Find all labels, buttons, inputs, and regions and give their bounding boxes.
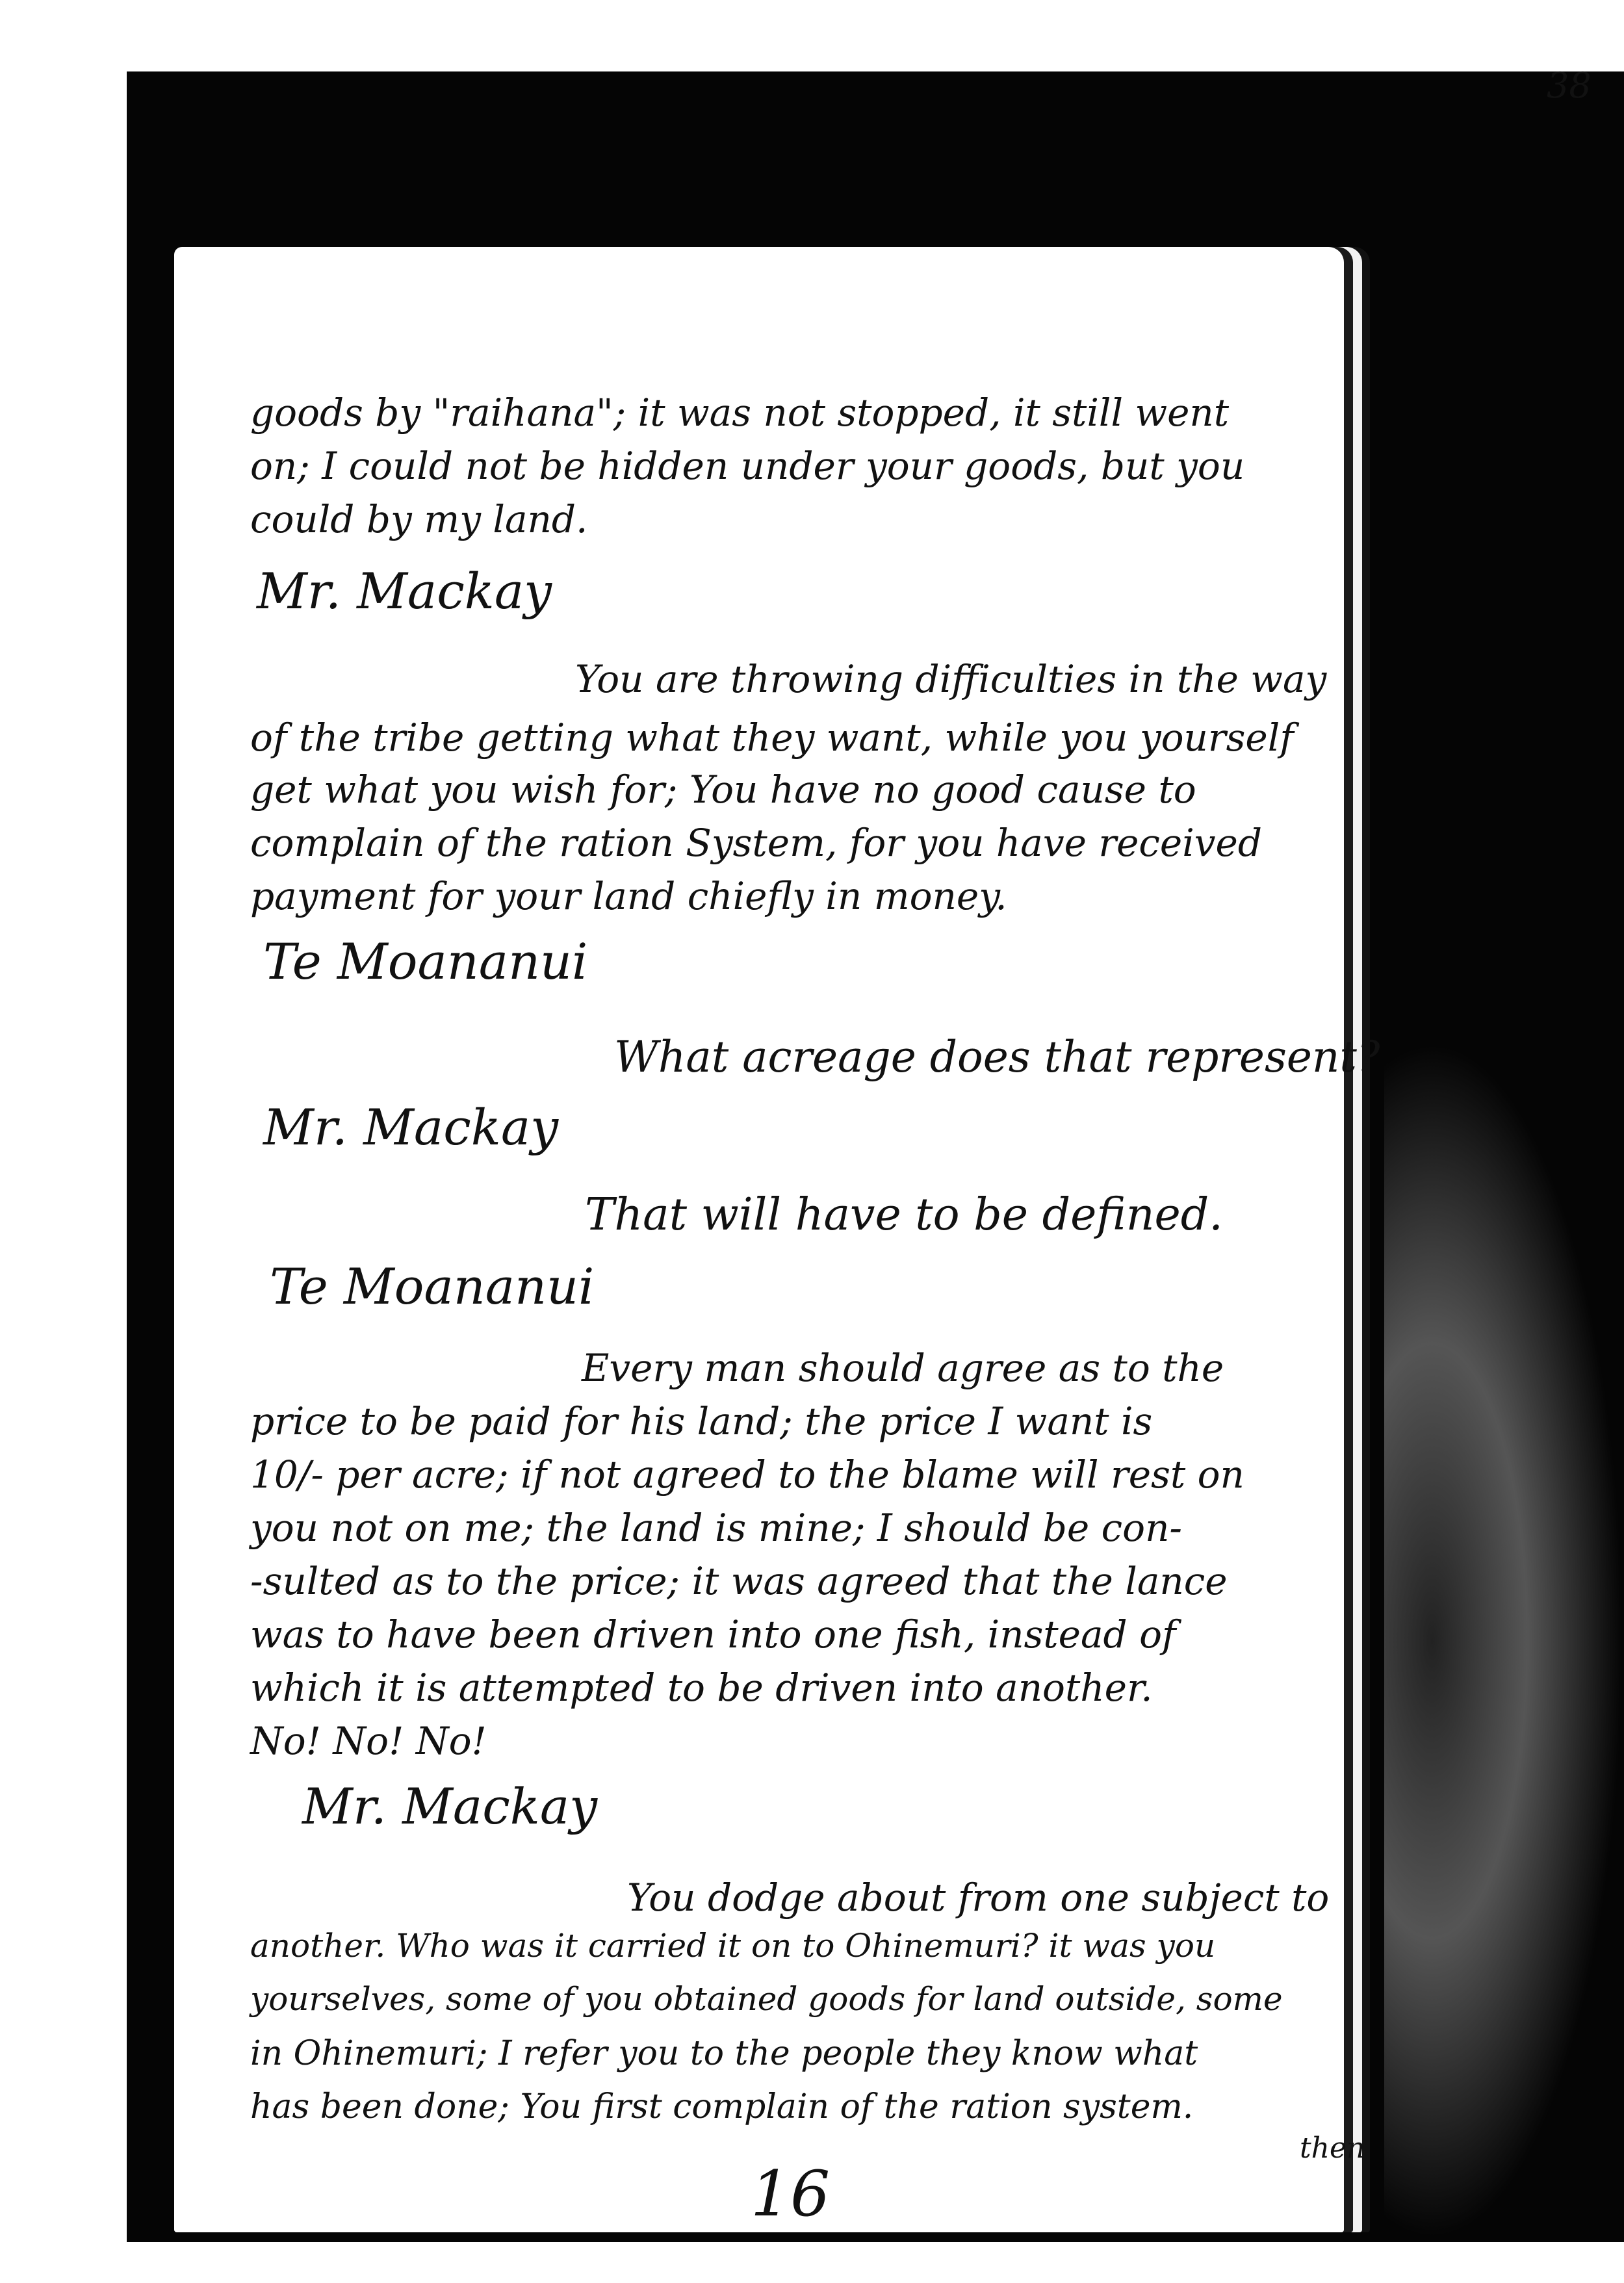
passage-line: payment for your land chiefly in money. — [250, 874, 1007, 918]
scan-shadow — [1384, 1040, 1624, 2242]
page-number: 16 — [751, 2158, 831, 2230]
passage-line: You dodge about from one subject to — [627, 1876, 1330, 1920]
passage-line: could by my land. — [250, 497, 588, 541]
speaker-name: Mr. Mackay — [302, 1777, 598, 1835]
folio-number: 38 — [1547, 65, 1592, 106]
passage-line: get what you wish for; You have no good cause to — [250, 767, 1196, 812]
passage-line: price to be paid for his land; the price I want is — [250, 1399, 1153, 1443]
catchword: then — [1300, 2132, 1365, 2165]
passage-0 — [250, 354, 1355, 541]
passage-line: goods by "raihana"; it was not stopped, it still went — [250, 391, 1230, 435]
passage-line: was to have been driven into one fish, instead of — [250, 1612, 1176, 1657]
passage-line: has been done; You first complain of the ration system. — [250, 2087, 1194, 2126]
speaker-name: Mr. Mackay — [263, 1098, 559, 1156]
passage-line: That will have to be defined. — [585, 1189, 1223, 1241]
passage-line: yourselves, some of you obtained goods for land outside, some — [250, 1980, 1283, 2018]
passage-2 — [250, 991, 1380, 1082]
passage-line: complain of the ration System, for you have received — [250, 821, 1262, 865]
passage-1 — [250, 621, 1355, 918]
speaker-name: Mr. Mackay — [257, 562, 552, 620]
passage-3 — [250, 1147, 1355, 1241]
passage-line: 10/- per acre; if not agreed to the blame will rest on — [250, 1452, 1244, 1497]
passage-line: You are throwing difficulties in the way — [575, 657, 1327, 701]
speaker-name: Te Moananui — [263, 933, 588, 990]
passage-line: in Ohinemuri; I refer you to the people they know what — [250, 2034, 1198, 2073]
speaker-name: Te Moananui — [270, 1258, 595, 1315]
passage-line: of the tribe getting what they want, while you yourself — [250, 716, 1294, 760]
passage-line: which it is attempted to be driven into another. — [250, 1666, 1153, 1710]
passage-line: Every man should agree as to the — [582, 1346, 1224, 1390]
passage-4 — [250, 1309, 1355, 1763]
passage-line: No! No! No! — [250, 1719, 487, 1763]
passage-line: -sulted as to the price; it was agreed that the lance — [250, 1559, 1228, 1603]
passage-line: on; I could not be hidden under your goods, but you — [250, 444, 1245, 488]
passage-line: another. Who was it carried it on to Ohinemuri? it was you — [250, 1927, 1216, 1965]
passage-line: you not on me; the land is mine; I should be con- — [250, 1506, 1183, 1550]
passage-line: What acreage does that represent? — [614, 1032, 1380, 1082]
passage-5 — [250, 1839, 1374, 2165]
